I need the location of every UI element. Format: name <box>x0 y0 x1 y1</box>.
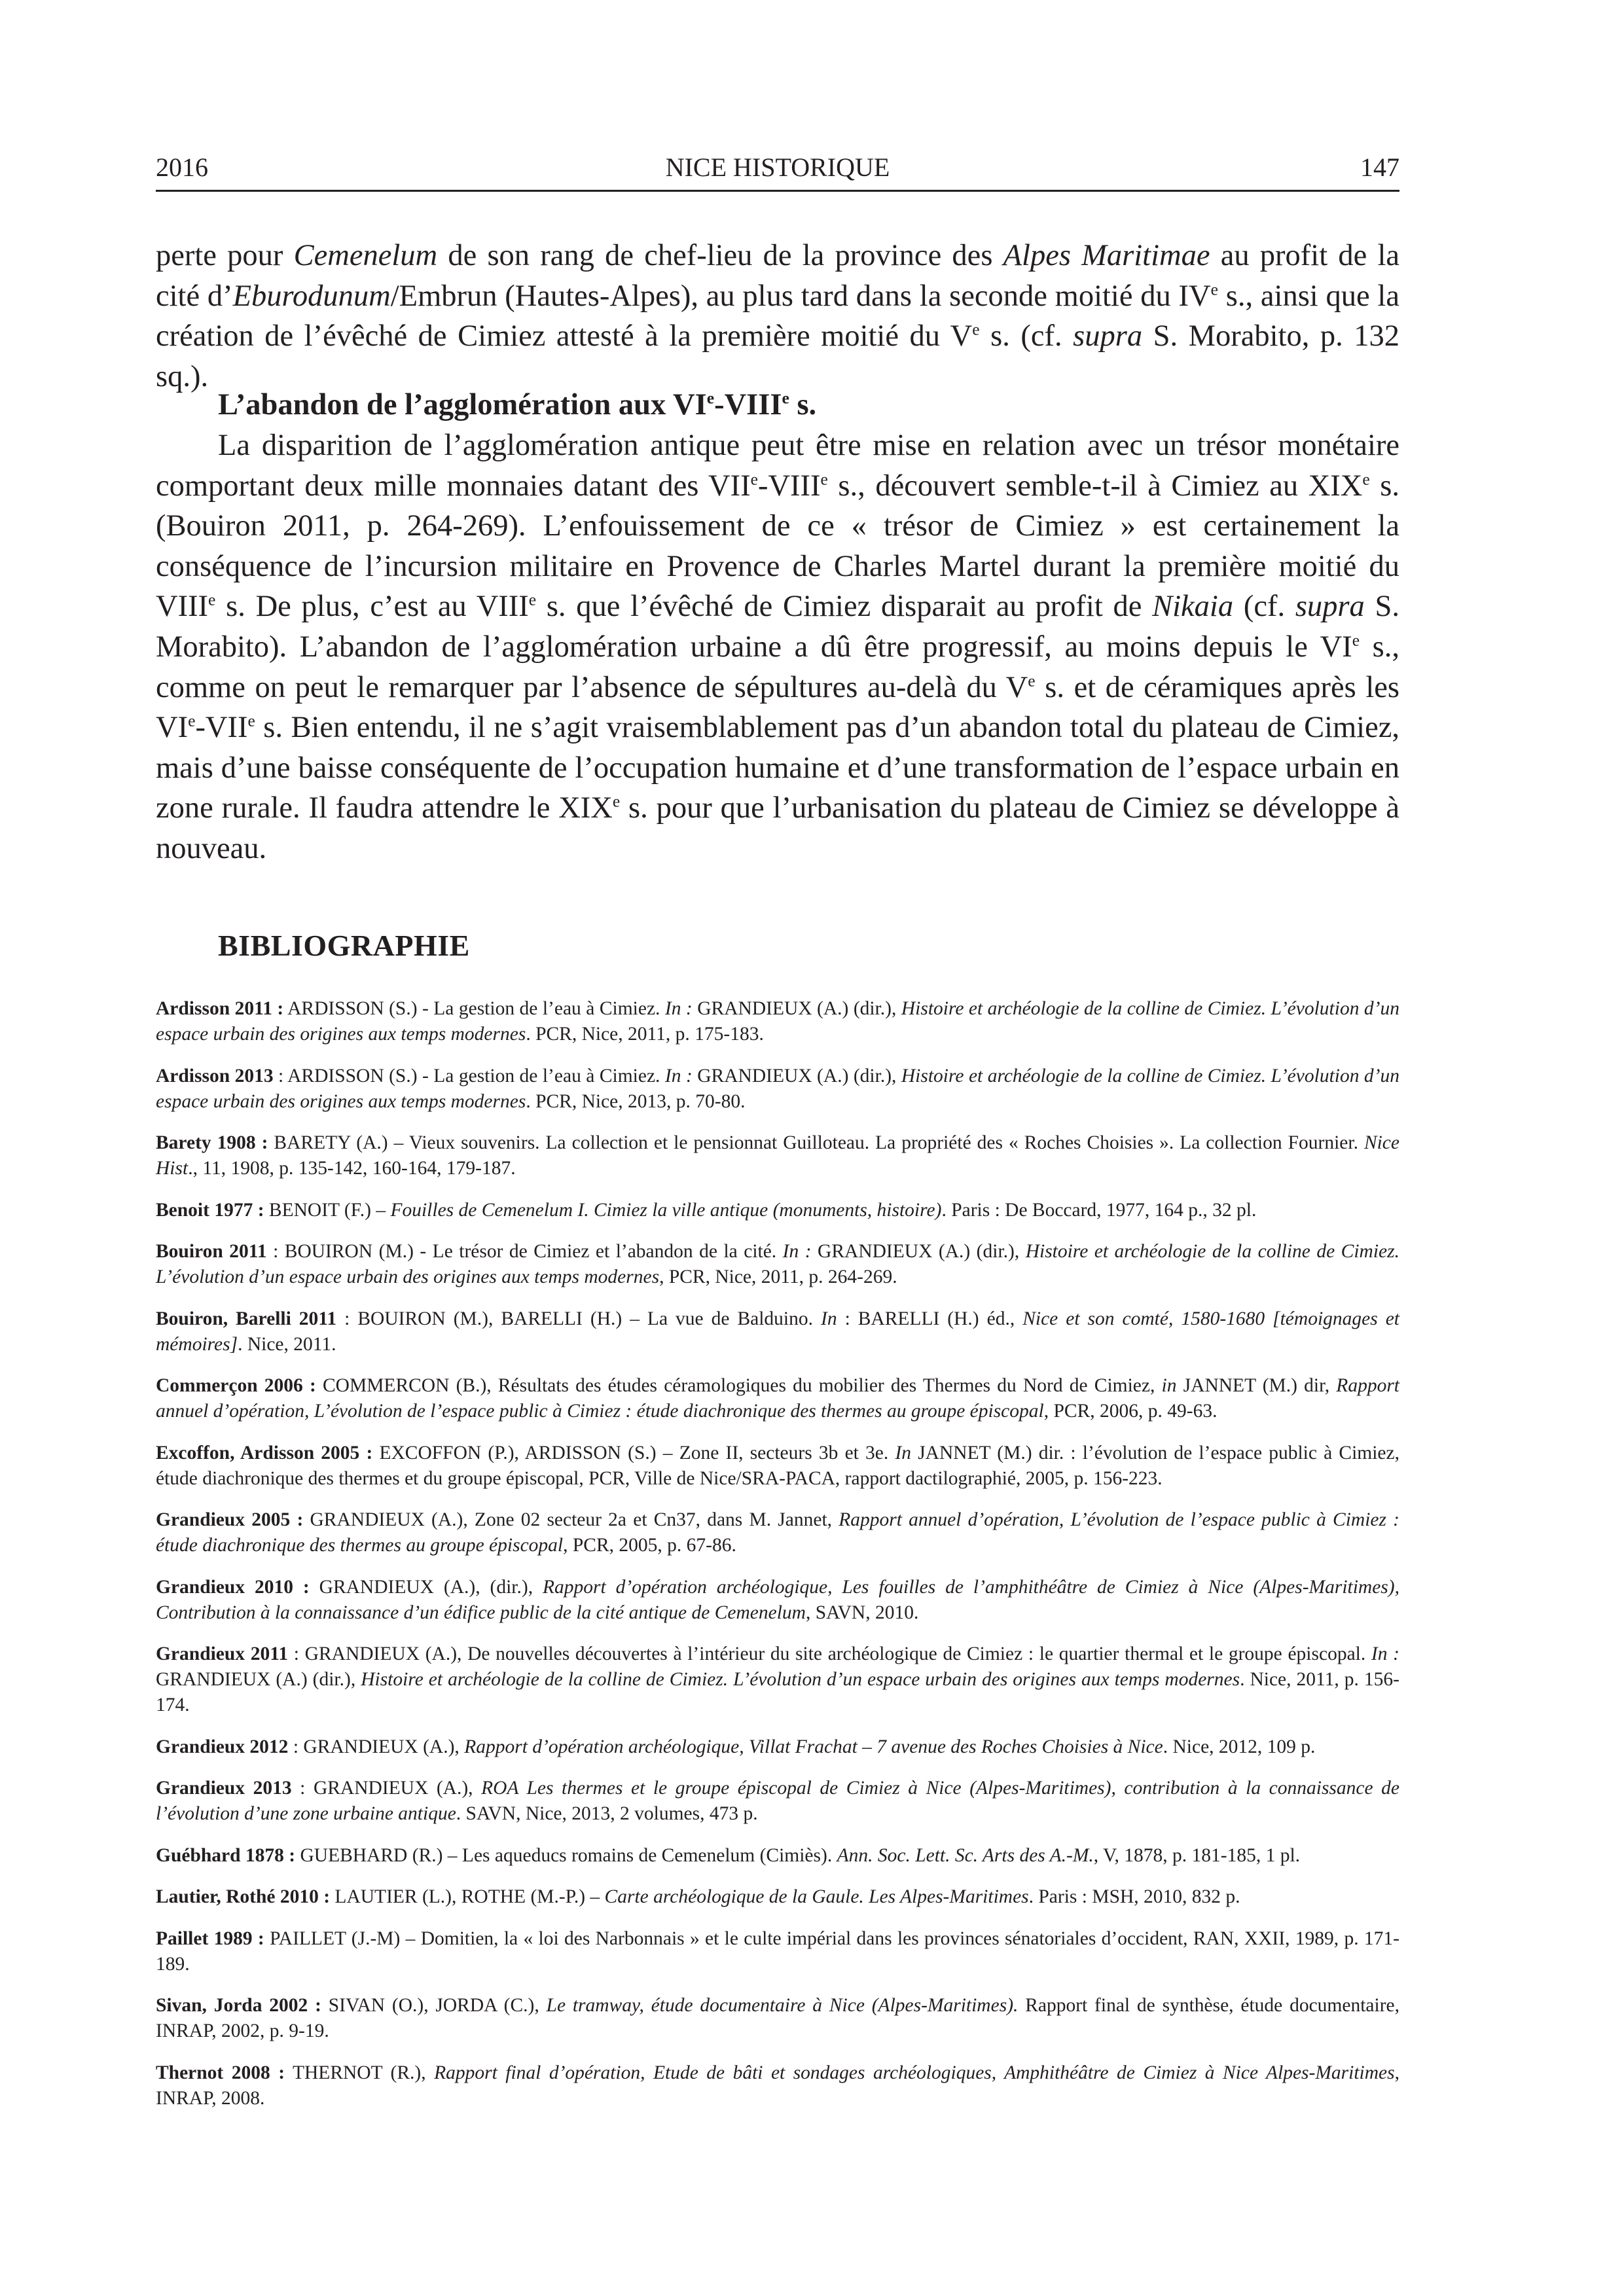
bibliography-entry: Bouiron, Barelli 2011 : BOUIRON (M.), BARELLI (H.) – La vue de Balduino. In : BARELLI (H.) éd., Nice et son comté, 1580-1680 [témoignages et mémoires]. Nice, 2011. <box>156 1308 1400 1355</box>
header-page-number: 147 <box>1360 152 1399 182</box>
bibliography-entry: Bouiron 2011 : BOUIRON (M.) - Le trésor de Cimiez et l’abandon de la cité. In : GRANDIEUX (A.) (dir.), Histoire et archéologie de la colline de Cimiez. L’évolution d’un espace urbain des origines aux temps modernes, PCR, Nice, 2011, p. 264-269. <box>156 1241 1399 1287</box>
bibliography-entry: Grandieux 2013 : GRANDIEUX (A.), ROA Les thermes et le groupe épiscopal de Cimiez à Nice (Alpes-Maritimes), contribution à la connaissance de l’évolution d’une zone urbaine antique. SAVN, Nice, 2013, 2 volumes, 473 p. <box>156 1778 1399 1824</box>
section-paragraph: La disparition de l’agglomération antique peut être mise en relation avec un trésor monétaire comportant deux mille monnaies datant des VIIe-VIIIe s., découvert semble-t-il à Cimiez au XIXe s. (Bouiron 2011, p. 264-269). L’enfouissement de ce « trésor de Cimiez » est certainement la conséquence de l’incursion militaire en Provence de Charles Martel durant la première moitié du VIIIe s. De plus, c’est au VIIIe s. que l’évêché de Cimiez disparait au profit de Nikaia (cf. supra S. Morabito). L’abandon de l’agglomération urbaine a dû être progressif, au moins depuis le VIe s., comme on peut le remarquer par l’absence de sépultures au-delà du Ve s. et de céramiques après les VIe-VIIe s. Bien entendu, il ne s’agit vraisemblablement pas d’un abandon total du plateau de Cimiez, mais d’une baisse conséquente de l’occupation humaine et d’une transformation de l’espace urbain en zone rurale. Il faudra attendre le XIXe s. pour que l’urbanisation du plateau de Cimiez se développe à nouveau. <box>156 429 1400 865</box>
bibliography-entry: Ardisson 2013 : ARDISSON (S.) - La gestion de l’eau à Cimiez. In : GRANDIEUX (A.) (dir.), Histoire et archéologie de la colline de Cimiez. L’évolution d’un espace urbain des origines aux temps modernes. PCR, Nice, 2013, p. 70-80. <box>156 1065 1400 1112</box>
bibliography-entry: Grandieux 2011 : GRANDIEUX (A.), De nouvelles découvertes à l’intérieur du site archéologique de Cimiez : le quartier thermal et le groupe épiscopal. In : GRANDIEUX (A.) (dir.), Histoire et archéologie de la colline de Cimiez. L’évolution d’un espace urbain des origines aux temps modernes. Nice, 2011, p. 156-174. <box>156 1643 1400 1715</box>
section-heading: L’abandon de l’agglomération aux VIe-VIIIe s. <box>218 388 817 422</box>
header-year: 2016 <box>156 152 208 182</box>
bibliography-entry: Sivan, Jorda 2002 : SIVAN (O.), JORDA (C.), Le tramway, étude documentaire à Nice (Alpes-Maritimes). Rapport final de synthèse, étude documentaire, INRAP, 2002, p. 9-19. <box>156 1995 1399 2041</box>
bibliography-entry: Grandieux 2012 : GRANDIEUX (A.), Rapport d’opération archéologique, Villat Frachat – 7 avenue des Roches Choisies à Nice. Nice, 2012, 109 p. <box>156 1736 1316 1757</box>
bibliography-entry: Grandieux 2005 : GRANDIEUX (A.), Zone 02 secteur 2a et Cn37, dans M. Jannet, Rapport annuel d’opération, L’évolution de l’espace public à Cimiez : étude diachronique des thermes au groupe épiscopal, PCR, 2005, p. 67-86. <box>156 1509 1400 1556</box>
intro-paragraph: perte pour Cemenelum de son rang de chef-lieu de la province des Alpes Maritimae au profit de la cité d’Eburodunum/Embrun (Hautes-Alpes), au plus tard dans la seconde moitié du IVe s., ainsi que la création de l’évêché de Cimiez attesté à la première moitié du Ve s. (cf. supra S. Morabito, p. 132 sq.). <box>156 239 1399 393</box>
page-header <box>156 149 1399 192</box>
bibliography-entry: Grandieux 2010 : GRANDIEUX (A.), (dir.), Rapport d’opération archéologique, Les fouilles de l’amphithéâtre de Cimiez à Nice (Alpes-Maritimes), Contribution à la connaissance d’un édifice public de la cité antique de Cemenelum, SAVN, 2010. <box>156 1576 1399 1623</box>
bibliography-entry: Guébhard 1878 : GUEBHARD (R.) – Les aqueducs romains de Cemenelum (Cimiès). Ann. Soc. Lett. Sc. Arts des A.-M., V, 1878, p. 181-185, 1 pl. <box>156 1844 1301 1866</box>
bibliography-entry: Thernot 2008 : THERNOT (R.), Rapport final d’opération, Etude de bâti et sondages archéologiques, Amphithéâtre de Cimiez à Nice Alpes-Maritimes, INRAP, 2008. <box>156 2062 1400 2109</box>
bibliography-entry: Paillet 1989 : PAILLET (J.-M) – Domitien, la « loi des Narbonnais » et le culte impérial dans les provinces sénatoriales d’occident, RAN, XXII, 1989, p. 171-189. <box>156 1928 1399 1975</box>
bibliography-heading: BIBLIOGRAPHIE <box>218 929 470 962</box>
bibliography-list <box>156 996 1399 2127</box>
bibliography-entry: Ardisson 2011 : ARDISSON (S.) - La gestion de l’eau à Cimiez. In : GRANDIEUX (A.) (dir.), Histoire et archéologie de la colline de Cimiez. L’évolution d’un espace urbain des origines aux temps modernes. PCR, Nice, 2011, p. 175-183. <box>156 998 1399 1045</box>
header-journal-title: NICE HISTORIQUE <box>665 152 890 182</box>
bibliography-entry: Excoffon, Ardisson 2005 : EXCOFFON (P.), ARDISSON (S.) – Zone II, secteurs 3b et 3e. In JANNET (M.) dir. : l’évolution de l’espace public à Cimiez, étude diachronique des thermes et du groupe épiscopal, PCR, Ville de Nice/SRA-PACA, rapport dactilographié, 2005, p. 156-223. <box>156 1442 1399 1489</box>
bibliography-entry: Barety 1908 : BARETY (A.) – Vieux souvenirs. La collection et le pensionnat Guilloteau. La propriété des « Roches Choisies ». La collection Fournier. Nice Hist., 11, 1908, p. 135-142, 160-164, 179-187. <box>156 1132 1399 1179</box>
bibliography-entry: Commerçon 2006 : COMMERCON (B.), Résultats des études céramologiques du mobilier des Thermes du Nord de Cimiez, in JANNET (M.) dir, Rapport annuel d’opération, L’évolution de l’espace public à Cimiez : étude diachronique des thermes au groupe épiscopal, PCR, 2006, p. 49-63. <box>156 1375 1399 1422</box>
bibliography-entry: Benoit 1977 : BENOIT (F.) – Fouilles de Cemenelum I. Cimiez la ville antique (monuments, histoire). Paris : De Boccard, 1977, 164 p., 32 pl. <box>156 1199 1257 1221</box>
bibliography-entry: Lautier, Rothé 2010 : LAUTIER (L.), ROTHE (M.-P.) – Carte archéologique de la Gaule. Les Alpes-Maritimes. Paris : MSH, 2010, 832 p. <box>156 1886 1240 1907</box>
